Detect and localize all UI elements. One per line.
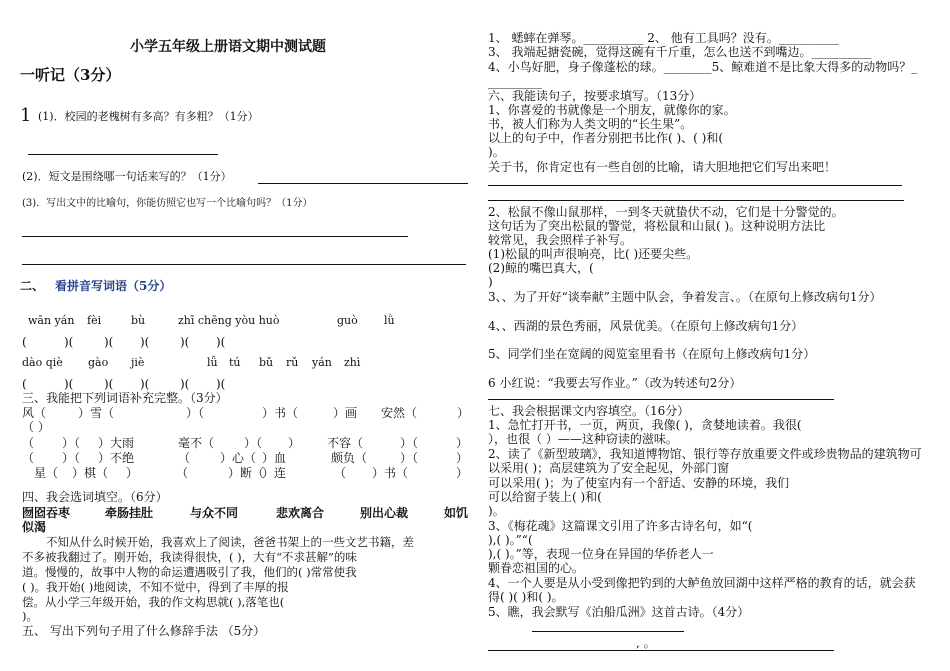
- idiom-part: （: [178, 451, 191, 465]
- s6-line: )。: [488, 145, 505, 159]
- s6-line: 以上的句子中，作者分别把书比作( )、( )和(: [488, 131, 724, 145]
- s7-line: 2、读了《新型玻璃》，我知道博物馆、银行等存放重要文件或珍贵物品的建筑物可: [488, 447, 922, 461]
- pinyin: rǔ: [286, 356, 299, 369]
- question-1-2: (2)．短文是围绕哪一句话来写的？（1分）: [22, 170, 232, 183]
- s7-line: ），也很（ ）——这种窃读的滋味。: [488, 432, 678, 446]
- idiom-part: ）棋（: [72, 466, 109, 480]
- idiom-part: ）（: [186, 406, 205, 420]
- answer-line[interactable]: [532, 631, 684, 632]
- pinyin: bǔ: [259, 356, 274, 369]
- rhetoric-item: 4、小鸟好肥，身子像蓬松的球。________5、鲸难道不是比象大得多的动物吗？_: [488, 60, 918, 74]
- section-1-heading: 一听记（3分）: [20, 66, 121, 84]
- answer-line[interactable]: [488, 200, 904, 201]
- idiom-part: ）: [288, 436, 301, 450]
- idiom-part: ）画: [333, 406, 358, 420]
- section-2-number: 二、: [20, 279, 45, 293]
- s7-line: 可以采用( )；为了使室内有一个舒适、安静的环境，我们: [488, 476, 790, 490]
- word-choice: 牵肠挂肚: [105, 506, 154, 520]
- passage-line: )。: [22, 609, 38, 623]
- bracket: )(: [104, 377, 114, 391]
- idiom-part: ）书（: [372, 466, 409, 480]
- answer-line[interactable]: [488, 650, 834, 651]
- bracket: )(: [104, 335, 114, 349]
- bracket: (: [22, 377, 27, 391]
- idiom-part: ）: [456, 436, 469, 450]
- pinyin: fèi: [87, 314, 102, 327]
- s6-line: 1、你喜爱的书就像是一个朋友，就像你的家。: [488, 103, 736, 117]
- bracket: )(: [180, 335, 190, 349]
- idiom-part: ）（: [62, 436, 81, 450]
- pinyin: lǜ: [384, 314, 395, 327]
- s7-line: 5、瞧，我会默写《泊船瓜洲》这首古诗。（4分）: [488, 605, 750, 619]
- idiom-part: ）连: [262, 466, 287, 480]
- s7-line: 4、一个人要是从小受到像把钓到的大鲈鱼放回湖中这样严格的教育的话，就会获: [488, 576, 916, 590]
- idiom-part: ）雪（: [78, 406, 115, 420]
- idiom-part: （: [176, 466, 189, 480]
- bracket: )(: [140, 335, 150, 349]
- s7-line: 得( )( )和( )。: [488, 590, 564, 604]
- pinyin: guò: [337, 314, 358, 327]
- pinyin: tú: [229, 356, 241, 369]
- idiom-part: ）大雨: [98, 436, 135, 450]
- s7-line: 以采用( )；高层建筑为了安全起见，外部门窗: [488, 461, 730, 475]
- section-5-heading: 五、 写出下列句子用了什么修辞手法 （5分）: [22, 624, 266, 638]
- s7-line: 颗眷恋祖国的心。: [488, 561, 585, 575]
- s6-line: (2)鲸的嘴巴真大，(: [488, 261, 594, 275]
- idiom-part: ）: [456, 451, 469, 465]
- s6-line: 较常见，我会照样子补写。: [488, 233, 633, 247]
- bracket: )(: [180, 377, 190, 391]
- section-3-heading: 三、我能把下列词语补充完整。（3分）: [22, 391, 228, 405]
- s6-line: ): [488, 275, 493, 289]
- idiom-part: 安然（: [381, 406, 418, 420]
- pinyin: jiè: [131, 356, 145, 369]
- s6-line: 2、松鼠不像山鼠那样，一到冬天就蛰伏不动，它们是十分警觉的。: [488, 205, 844, 219]
- s7-line: )。: [488, 504, 505, 518]
- word-choice: 悲欢离合: [276, 506, 325, 520]
- s6-line: (1)松鼠的叫声很响亮，比( )还要尖些。: [488, 247, 699, 261]
- s7-line: ),( )。”等，表现一位身在异国的华侨老人一: [488, 547, 714, 561]
- idiom-part: 星（: [34, 466, 59, 480]
- idiom-part: ）: [456, 466, 469, 480]
- answer-line[interactable]: [488, 185, 902, 186]
- bracket: )(: [216, 335, 226, 349]
- question-1-3: (3)．写出文中的比喻句，你能仿照它也写一个比喻句吗？（1分）: [22, 198, 313, 209]
- word-choice: 囫囵吞枣: [22, 506, 71, 520]
- s7-line: , 。: [636, 636, 656, 650]
- idiom-part: ）断（: [228, 466, 265, 480]
- s6-line: 书，被人们称为人类文明的“长生果”。: [488, 117, 693, 131]
- idiom-part: ）: [126, 466, 139, 480]
- section-6-heading: 六、我能读句子，按要求填写。（13分）: [488, 89, 702, 103]
- passage-line: 不知从什么时候开始，我喜欢上了阅读，爸爸书架上的一些文艺书籍，差: [46, 535, 414, 549]
- passage-line: ( )。我开始( )地阅读，不知不觉中，得到了丰厚的报: [22, 580, 289, 594]
- passage-line: 不多被我翻过了。刚开始，我读得很快，( )，大有“不求甚解”的味: [22, 550, 357, 564]
- pinyin: dào qiè: [22, 356, 63, 369]
- idiom-part: ）（: [62, 451, 81, 465]
- idiom-part: （: [22, 436, 35, 450]
- s6-line: 这句话为了突出松鼠的警觉，将松鼠和山鼠( )。这种说明方法比: [488, 219, 826, 233]
- rhetoric-item: 3、 我端起搪瓷碗，觉得这碗有千斤重，怎么也送不到嘴边。__________: [488, 45, 872, 59]
- pinyin: bù: [131, 314, 146, 327]
- idiom-part: 不容（: [327, 436, 364, 450]
- idiom-part: 风（: [22, 406, 47, 420]
- rhetoric-item: _________: [488, 75, 542, 89]
- idiom-part: ）不绝: [98, 451, 135, 465]
- bracket: )(: [216, 377, 226, 391]
- rhetoric-item: 1、 蟋蟀在弹琴。__________ 2、 他有工具吗？没有。__________: [488, 31, 839, 45]
- s6-line: 3、、为了开好“谈奉献”主题中队会，争着发言、。（在原句上修改病句1分）: [488, 290, 882, 304]
- section-4-heading: 四、我会选词填空。（6分）: [22, 490, 168, 504]
- bracket: )(: [64, 377, 74, 391]
- page-title: 小学五年级上册语文期中测试题: [130, 39, 326, 55]
- s7-line: 3、《梅花魂》这篇课文引用了许多古诗名句，如“(: [488, 519, 753, 533]
- s6-line: 5、同学们坐在宽阔的阅览室里看书（在原句上修改病句1分）: [488, 347, 816, 361]
- idiom-part: ）血: [262, 451, 287, 465]
- idiom-part: 毫不（: [178, 436, 215, 450]
- section-2-heading: 看拼音写词语（5分）: [55, 279, 172, 293]
- s6-line: 6 小红说：“我要去写作业。”（改为转述句2分）: [488, 376, 742, 390]
- s7-line: 1、急忙打开书，一页，两页，我像( )，贪婪地读着。我很(: [488, 418, 802, 432]
- idiom-part: ）（: [400, 451, 419, 465]
- s7-line: ),( )。”“(: [488, 533, 533, 547]
- idiom-part: ）（: [244, 436, 263, 450]
- pinyin: yán: [312, 356, 332, 369]
- passage-line: 道。慢慢的，故事中人物的命运遭遇吸引了我，他们的( )常常使我: [22, 565, 357, 579]
- word-choice: 与众不同: [190, 506, 239, 520]
- question-1-number: 1: [20, 105, 32, 126]
- idiom-part: （: [22, 451, 35, 465]
- pinyin: wān yán: [28, 314, 75, 327]
- idiom-part: ）心（: [220, 451, 257, 465]
- s6-line: 关于书，你肯定也有一些自创的比喻，请大胆地把它们写出来吧！: [488, 160, 837, 174]
- idiom-part: ）（: [400, 436, 419, 450]
- answer-line[interactable]: [22, 236, 408, 237]
- answer-line[interactable]: [22, 264, 466, 265]
- passage-line: 偿。从小学三年级开始，我的作文构思就( ),落笔也(: [22, 595, 285, 609]
- idiom-part: 颇负（: [331, 451, 368, 465]
- section-7-heading: 七、我会根据课文内容填空。（16分）: [488, 404, 690, 418]
- bracket: )(: [140, 377, 150, 391]
- bracket: )(: [64, 335, 74, 349]
- idiom-part: （: [334, 466, 347, 480]
- pinyin: zhì: [344, 356, 361, 369]
- answer-line[interactable]: [488, 399, 834, 400]
- s6-line: 4、、西湖的景色秀丽，风景优美。（在原句上修改病句1分）: [488, 319, 804, 333]
- idiom-part: ）: [457, 406, 470, 420]
- pinyin: lǚ: [207, 356, 218, 369]
- word-choice: 如饥: [444, 506, 469, 520]
- idiom-part: ）书（: [262, 406, 299, 420]
- answer-line[interactable]: [258, 183, 468, 184]
- question-1-1: (1)．校园的老槐树有多高？有多粗？（1分）: [38, 110, 259, 123]
- s7-line: 可以给窗子装上( )和(: [488, 490, 602, 504]
- pinyin: gào: [88, 356, 109, 369]
- word-choice: 别出心裁: [360, 506, 409, 520]
- word-choice: 似渴: [22, 520, 47, 534]
- right-column: [488, 0, 950, 671]
- idiom-part: （ ）: [22, 420, 50, 434]
- bracket: (: [22, 335, 27, 349]
- answer-line[interactable]: [28, 154, 218, 155]
- pinyin: zhī chēng yòu huò: [178, 314, 280, 327]
